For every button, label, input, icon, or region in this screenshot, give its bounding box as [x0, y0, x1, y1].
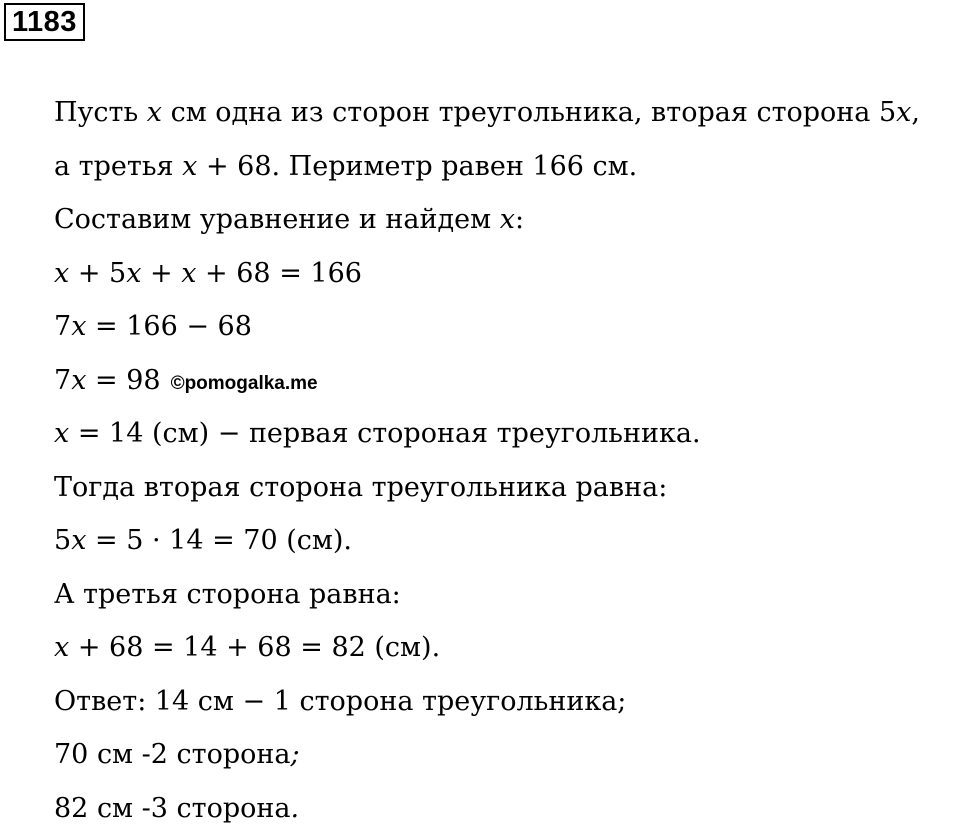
- solution-line: [54, 86, 954, 140]
- text-segment: :: [515, 204, 524, 235]
- text-segment: + 68 = 166: [196, 258, 361, 289]
- text-segment: = 166 − 68: [86, 311, 251, 342]
- math-variable: x: [147, 97, 162, 128]
- text-segment: 70 см -2 сторона: [54, 739, 290, 770]
- text-segment: 7: [54, 365, 71, 396]
- solution-line: [54, 621, 954, 675]
- solution-line: [54, 728, 954, 782]
- text-segment: 82 см -3 сторона: [54, 793, 290, 824]
- math-variable: x: [896, 97, 911, 128]
- solution-line: [54, 354, 954, 408]
- solution-line: [54, 514, 954, 568]
- math-variable: x: [182, 151, 197, 182]
- text-segment: Пусть: [54, 97, 147, 128]
- text-segment: А третья сторона равна:: [54, 579, 401, 610]
- text-segment: = 98: [86, 365, 160, 396]
- math-variable: x: [54, 258, 69, 289]
- math-variable: x: [71, 525, 86, 556]
- solution-line: [54, 247, 954, 301]
- solution-line: [54, 407, 954, 461]
- math-variable: x: [71, 311, 86, 342]
- problem-number: 1183: [4, 3, 85, 41]
- text-segment: + 68. Периметр равен 166 см.: [197, 151, 637, 182]
- solution-line: [54, 300, 954, 354]
- text-segment: 7: [54, 311, 71, 342]
- text-segment: Тогда вторая сторона треугольника равна:: [54, 472, 667, 503]
- solution-line: [54, 193, 954, 247]
- text-segment: а третья: [54, 151, 182, 182]
- solution-line: [54, 461, 954, 515]
- text-segment: 5: [54, 525, 71, 556]
- math-variable: x: [71, 365, 86, 396]
- solution-text: [54, 86, 954, 835]
- solution-line: [54, 782, 954, 835]
- text-segment: см одна из сторон треугольника, вторая сторона 5: [162, 97, 896, 128]
- math-variable: ;: [290, 739, 299, 770]
- math-variable: x: [54, 632, 69, 663]
- text-segment: = 5 · 14 = 70 (см).: [86, 525, 352, 556]
- solution-line: [54, 568, 954, 622]
- text-segment: Ответ: 14 см − 1 сторона треугольника;: [54, 686, 626, 717]
- solution-line: [54, 675, 954, 729]
- math-variable: x: [500, 204, 515, 235]
- watermark: ©pomogalka.me: [171, 373, 318, 394]
- math-variable: x: [54, 418, 69, 449]
- text-segment: ,: [911, 97, 920, 128]
- math-variable: x: [126, 258, 141, 289]
- text-segment: + 5: [69, 258, 126, 289]
- math-variable: .: [290, 793, 299, 824]
- solution-line: [54, 140, 954, 194]
- text-segment: + 68 = 14 + 68 = 82 (см).: [69, 632, 440, 663]
- math-variable: x: [181, 258, 196, 289]
- text-segment: = 14 (см) − первая стороная треугольника.: [69, 418, 700, 449]
- text-segment: Составим уравнение и найдем: [54, 204, 500, 235]
- text-segment: +: [141, 258, 181, 289]
